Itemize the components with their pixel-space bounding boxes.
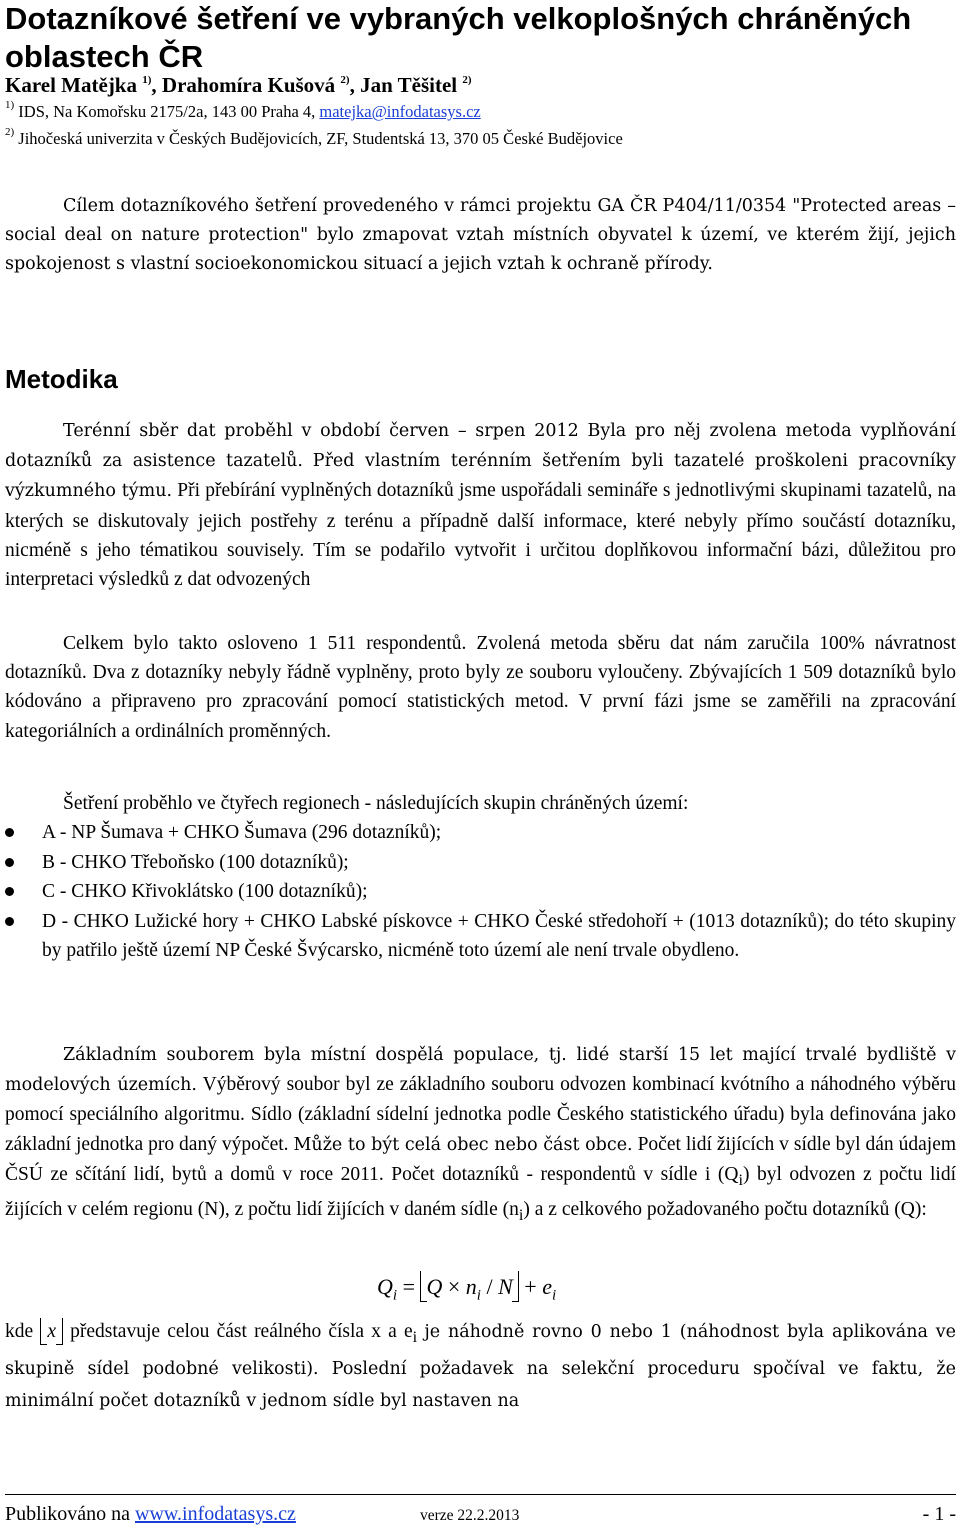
footer-divider (5, 1494, 956, 1495)
footer-link[interactable]: www.infodatasys.cz (135, 1503, 296, 1525)
sample-size-formula (377, 1274, 556, 1304)
formula-operator: = (402, 1274, 415, 1299)
subscript: i (738, 1170, 743, 1189)
text-run: je náhodně rovno 0 nebo 1 (náhodnost byla aplikována ve skupině sídel podobné velikosti). Poslední požadavek na selekční proceduru spočíval ve faktu, že minimální počet dotazníků v jednom sídle byl nastaven na (5, 1322, 957, 1411)
methods-paragraph-1 (5, 416, 956, 594)
text-run: Může to být celá obec nebo část obce. (293, 1134, 633, 1155)
author-affiliation-mark: 2) (340, 74, 350, 86)
paragraph-text: Šetření proběhlo ve čtyřech regionech - následujících skupin chráněných území: (63, 793, 689, 814)
formula-operator: / (486, 1274, 493, 1299)
footer-version: verze 22.2.2013 (420, 1507, 520, 1524)
author-affiliation-mark: 2) (462, 74, 472, 86)
formula-symbol: N (498, 1274, 513, 1299)
formula-symbol: Q (377, 1274, 393, 1299)
list-item-text: C - CHKO Křivoklátsko (100 dotazníků); (42, 881, 368, 902)
formula-symbol: x (47, 1321, 56, 1342)
formula-operator: + (524, 1274, 537, 1299)
affiliation-2 (5, 128, 623, 150)
author-affiliation-mark: 1) (142, 74, 152, 86)
text-run: kde (5, 1321, 34, 1342)
affiliation-text: IDS, Na Komořsku 2175/2a, 143 00 Praha 4, (18, 102, 316, 121)
region-list (5, 818, 956, 966)
author-email-link[interactable]: matejka@infodatasys.cz (319, 102, 481, 121)
page-number: - 1 - (922, 1503, 956, 1525)
text-run: Při přebírání vyplněných dotazníků jsme uspořádali semináře s jednotlivými skupinami tazatelů, na kterých se diskutovaly jejich postřehy z terénu a případně další informace, které nebyly přímo součástí dotazníku, nicméně s jeho tématikou souvisely. Tím se podařilo vytvořit i určitou doplňkovou informační bázi, důležitou pro interpretaci výsledků z dat odvozených (5, 480, 956, 591)
list-item-text: D - CHKO Lužické hory + CHKO Labské pískovce + CHKO České středohoří + (1013 dotazníků); do této skupiny by patřilo ještě území NP České Švýcarsko, nicméně toto území ale není trvale obydleno. (42, 910, 956, 961)
text-run: Základním souborem byla místní dospělá populace, tj. lidé starší 15 let mající trvalé bydliště v modelových územích. (5, 1045, 956, 1096)
methods-paragraph-3 (5, 789, 956, 818)
footer-text: Publikováno na (5, 1503, 130, 1525)
formula-symbol: n (465, 1274, 477, 1299)
text-run: Výběrový soubor byl ze základního souboru odvozen kombinací kvótního a náhodného výběru pomocí speciálního algoritmu. Sídlo (základní sídelní jednotka podle Českého statistického úřadu) byla definována jako základní jednotka pro daný výpočet. (5, 1074, 957, 1155)
formula-operator: × (447, 1274, 461, 1299)
list-item (5, 877, 956, 907)
author-line: Karel Matějka $^{1)}$, Drahomíra Kušová $^{2)}$, Jan Těšitel $^{2)}$ (5, 73, 472, 97)
abstract (5, 192, 956, 279)
subscript: i (412, 1327, 418, 1346)
paragraph-text: Celkem bylo takto osloveno 1 511 respondentů. Zvolená metoda sběru dat nám zaručila 100% návratnost dotazníků. Dva z dotazníky nebyly řádně vyplněny, proto byly ze souboru vyloučeny. Zbývajících 1 509 dotazníků bylo kódováno a připraveno pro zpracování pomocí statistických metod. V první fázi jsme se zaměřili na zpracování kategoriálních a ordinálních proměnných. (5, 633, 956, 742)
list-item-text: B - CHKO Třeboňsko (100 dotazníků); (42, 851, 349, 873)
section-heading: Metodika (5, 364, 118, 394)
floor-bracket (40, 1316, 63, 1347)
abstract-paragraph: Cílem dotazníkového šetření provedeného v rámci projektu GA ČR P404/11/0354 "Protected areas – social deal on nature protection" bylo zmapovat vztah místních obyvatel k území, ve kterém žijí, jejich spokojenost s vlastní socioekonomickou situací a jejich vztah k ochraně přírody. (5, 196, 956, 274)
affiliation-mark: 2) (5, 126, 15, 138)
affiliation-1 (5, 101, 481, 123)
subscript: i (518, 1205, 524, 1224)
formula-symbol: e (542, 1274, 552, 1299)
text-run: ) a z celkového požadovaného počtu dotazníků (Q): (523, 1198, 927, 1220)
footer-published (5, 1500, 296, 1528)
author-name: Drahomíra Kušová (161, 73, 336, 97)
methods-paragraph-5 (5, 1316, 956, 1417)
text-run: představuje celou část reálného čísla x a e (70, 1321, 413, 1342)
author-name: Karel Matějka (5, 73, 137, 97)
methods-paragraph-2 (5, 629, 956, 746)
formula-subscript: i (392, 1287, 398, 1304)
formula-subscript: i (476, 1287, 481, 1304)
floor-bracket (420, 1274, 518, 1304)
methods-paragraph-4 (5, 1040, 956, 1230)
affiliation-text: Jihočeská univerzita v Českých Budějovicích, ZF, Studentská 13, 370 05 České Budějovice (18, 129, 623, 148)
list-item-text: A - NP Šumava + CHKO Šumava (296 dotazníků); (42, 822, 442, 843)
formula-symbol: Q (426, 1274, 443, 1299)
text-run: ) byl odvozen z počtu lidí žijících v celém regionu (N), z počtu lidí žijících v daném sídle (n (5, 1163, 956, 1220)
affiliation-mark: 1) (5, 99, 15, 111)
list-item (5, 848, 956, 878)
list-item (5, 907, 956, 966)
list-item (5, 818, 956, 848)
paper-title: Dotazníkové šetření ve vybraných velkoplošných chráněných oblastech ČR (5, 1, 912, 74)
formula-subscript: i (551, 1287, 557, 1304)
text-run: Před vlastním terénním šetřením byli tazatelé proškoleni pracovníky výzkumného týmu. (5, 451, 956, 502)
author-name: Jan Těšitel (360, 73, 458, 97)
text-run: Terénní sběr dat proběhl v období červen – srpen 2012 Byla pro něj zvolena metoda vyplňování dotazníků za asistence tazatelů. (5, 421, 956, 472)
text-run: Počet lidí žijících v sídle byl dán údajem ČSÚ ze sčítání lidí, bytů a domů v roce 2011. Počet dotazníků - respondentů v sídle i (Q (5, 1133, 957, 1185)
